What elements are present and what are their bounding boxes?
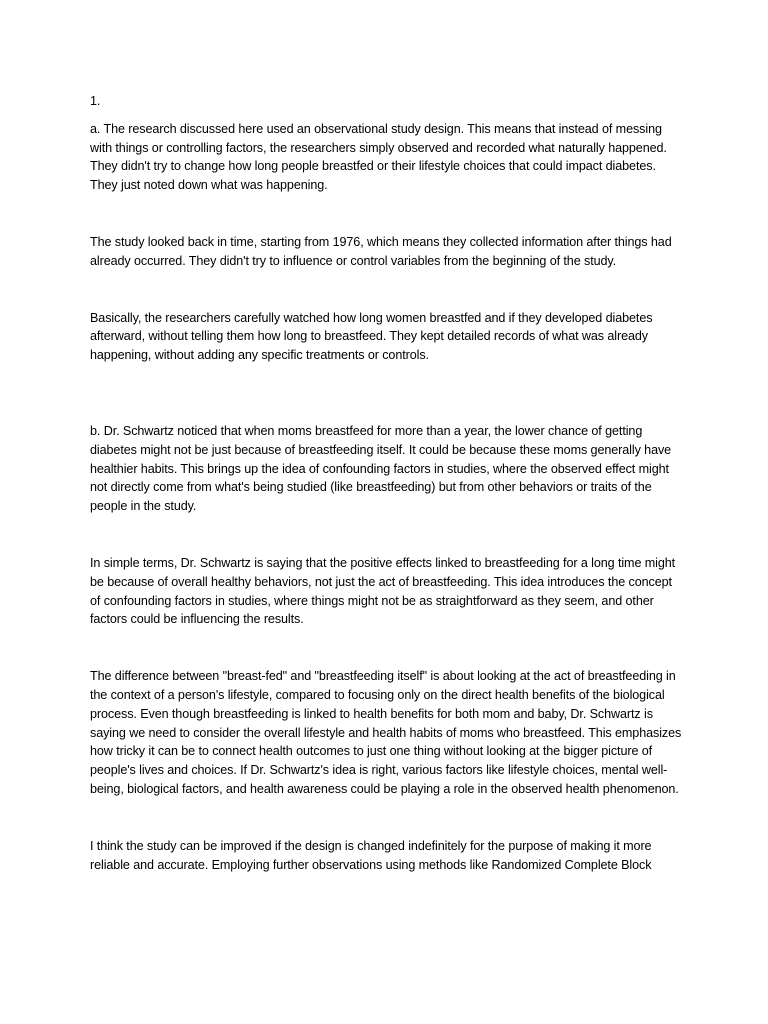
paragraph-observation-summary: Basically, the researchers carefully watched how long women breastfed and if they developed diabetes afterward, without telling them how long to breastfeed. They kept detailed records of what was already happening, without adding any specific treatments or controls. — [90, 310, 653, 363]
paragraph-improvement: I think the study can be improved if the design is changed indefinitely for the purpose of making it more reliable and accurate. Employing further observations using methods like Randomized Complete Block — [90, 838, 652, 872]
paragraph-a-design: a. The research discussed here used an observational study design. This means that instead of messing with things or controlling factors, the researchers simply observed and recorded what naturally happened. They didn't try to change how long people breastfed or their lifestyle choices that could impact diabetes. They just noted down what was happening. — [90, 121, 667, 193]
paragraph-b-confounding: b. Dr. Schwartz noticed that when moms breastfeed for more than a year, the lower chance of getting diabetes might not be just because of breastfeeding itself. It could be because these moms generally have healthier habits. This brings up the idea of confounding factors in studies, where the observed effect might not directly come from what's being studied (like breastfeeding) but from other behaviors or traits of the people in the study. — [90, 423, 672, 514]
paragraph-retrospective: The study looked back in time, starting from 1976, which means they collected information after things had already occurred. They didn't try to influence or control variables from the beginning of the study. — [90, 234, 672, 268]
question-number: 1. — [90, 94, 101, 108]
paragraph-breastfed-difference: The difference between "breast-fed" and "breastfeeding itself" is about looking at the act of breastfeeding in the context of a person's lifestyle, compared to focusing only on the direct health benefits of the biological process. Even though breastfeeding is linked to health benefits for both mom and baby, Dr. Schwartz is saying we need to consider the overall lifestyle and health habits of moms who breastfeed. This emphasizes how tricky it can be to connect health outcomes to just one thing without looking at the bigger picture of people's lives and choices. If Dr. Schwartz's idea is right, various factors like lifestyle choices, mental well-being, biological factors, and health awareness could be playing a role in the observed health phenomenon. — [90, 669, 682, 796]
document-page — [90, 92, 682, 874]
paragraph-simple-terms: In simple terms, Dr. Schwartz is saying that the positive effects linked to breastfeeding for a long time might be because of overall healthy behaviors, not just the act of breastfeeding. This idea introduces the concept of confounding factors in studies, where things might not be as straightforward as they seem, and other factors could be influencing the results. — [90, 555, 676, 627]
